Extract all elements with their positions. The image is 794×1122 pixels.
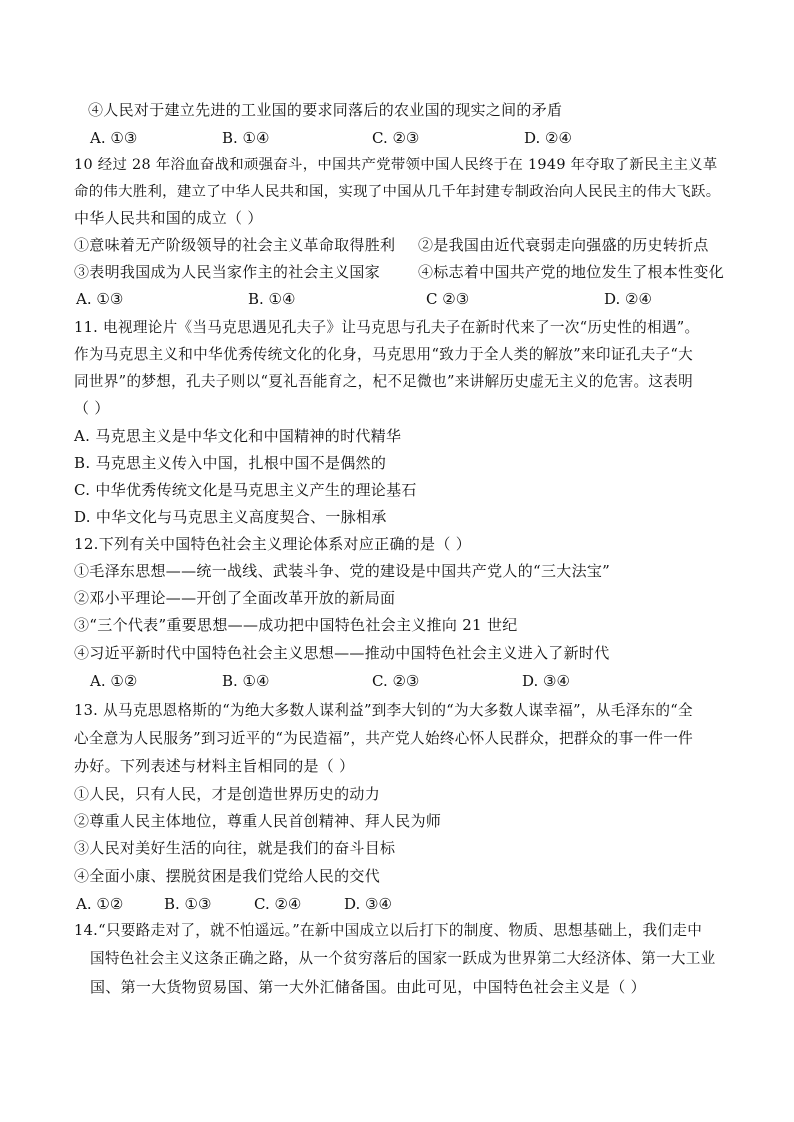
q12-item-4: ④习近平新时代中国特色社会主义思想——推动中国特色社会主义进入了新时代 (74, 644, 610, 662)
q13-stem-line-2: 心全意为人民服务”到习近平的“为民造福”，共产党人始终心怀人民群众，把群众的事一件一件 (74, 730, 694, 747)
q10-stem-line-1: 10 经过 28 年浴血奋战和顽强奋斗，中国共产党带领中国人民终于在 1949 年夺取了新民主主义革 (74, 157, 718, 173)
q10-option-a: A. ①③ (76, 290, 124, 308)
q11-option-c: C. 中华优秀传统文化是马克思主义产生的理论基石 (74, 481, 417, 499)
q11-stem-line-3: 同世界”的梦想，孔夫子则以“夏礼吾能育之，杞不足微也”来讲解历史虚无主义的危害。这表明 (74, 373, 694, 390)
q11-option-a: A. 马克思主义是中华文化和中国精神的时代精华 (74, 427, 402, 445)
q10-item-4: ④标志着中国共产党的地位发生了根本性变化 (418, 263, 725, 281)
q10-option-b: B. ①④ (248, 290, 296, 308)
q12-item-3: ③“三个代表”重要思想——成功把中国特色社会主义推向 21 世纪 (74, 616, 518, 634)
q13-stem-line-3: 办好。下列表述与材料主旨相同的是（ ） (74, 757, 355, 775)
q9-option-d: D. ②④ (524, 129, 572, 147)
q13-item-1: ①人民，只有人民，才是创造世界历史的动力 (74, 785, 381, 803)
q13-item-3: ③人民对美好生活的向往，就是我们的奋斗目标 (74, 839, 396, 857)
q13-option-b: B. ①③ (164, 895, 212, 913)
q13-option-c: C. ②④ (254, 895, 302, 913)
q14-stem-line-1: 14.“只要路走对了，就不怕遥远。”在新中国成立以后打下的制度、物质、思想基础上，我们走中 (74, 922, 703, 939)
q13-stem-line-1: 13. 从马克思恩格斯的“为绝大多数人谋利益”到李大钊的“为大多数人谋幸福”，从毛泽东的“全 (74, 702, 693, 719)
q12-option-d: D. ③④ (522, 672, 570, 690)
q14-stem-line-2: 国特色社会主义这条正确之路，从一个贫穷落后的国家一跃成为世界第二大经济体、第一大工业 (90, 950, 716, 967)
q9-option-a: A. ①③ (90, 129, 138, 147)
q12-option-c: C. ②③ (372, 672, 420, 690)
q9-item-4: ④人民对于建立先进的工业国的要求同落后的农业国的现实之间的矛盾 (88, 101, 563, 119)
q10-item-1: ①意味着无产阶级领导的社会主义革命取得胜利 (74, 236, 396, 254)
q10-stem-line-3: 中华人民共和国的成立（ ） (74, 209, 263, 227)
q10-item-3: ③表明我国成为人民当家作主的社会主义国家 (74, 263, 381, 281)
q11-option-b: B. 马克思主义传入中国，扎根中国不是偶然的 (74, 454, 387, 472)
q11-stem-line-4: （ ） (74, 399, 110, 417)
q11-option-d: D. 中华文化与马克思主义高度契合、一脉相承 (74, 508, 387, 526)
q13-option-d: D. ③④ (344, 895, 392, 913)
q10-option-d: D. ②④ (604, 290, 652, 308)
q10-item-2: ②是我国由近代衰弱走向强盛的历史转折点 (418, 236, 709, 254)
q12-item-1: ①毛泽东思想——统一战线、武装斗争、党的建设是中国共产党人的“三大法宝” (74, 562, 611, 580)
q13-item-4: ④全面小康、摆脱贫困是我们党给人民的交代 (74, 867, 381, 885)
q13-item-2: ②尊重人民主体地位，尊重人民首创精神、拜人民为师 (74, 812, 442, 830)
q14-stem-line-3: 国、第一大货物贸易国、第一大外汇储备国。由此可见，中国特色社会主义是（ ） (90, 978, 646, 996)
q10-stem-line-2: 命的伟大胜利，建立了中华人民共和国，实现了中国从几千年封建专制政治向人民民主的伟大飞跃。 (74, 184, 721, 200)
q12-option-a: A. ①② (90, 672, 138, 690)
q13-option-a: A. ①② (76, 895, 124, 913)
q10-option-c: C ②③ (426, 290, 470, 308)
q11-stem-line-1: 11. 电视理论片《当马克思遇见孔夫子》让马克思与孔夫子在新时代来了一次“历史性的相遇”。 (74, 319, 700, 336)
q9-option-b: B. ①④ (222, 129, 270, 147)
q12-item-2: ②邓小平理论——开创了全面改革开放的新局面 (74, 589, 396, 607)
q11-stem-line-2: 作为马克思主义和中华优秀传统文化的化身，马克思用“致力于全人类的解放”来印证孔夫子“大 (74, 346, 694, 363)
q12-stem: 12.下列有关中国特色社会主义理论体系对应正确的是（ ） (74, 535, 472, 553)
q12-option-b: B. ①④ (222, 672, 270, 690)
q9-option-c: C. ②③ (372, 129, 420, 147)
